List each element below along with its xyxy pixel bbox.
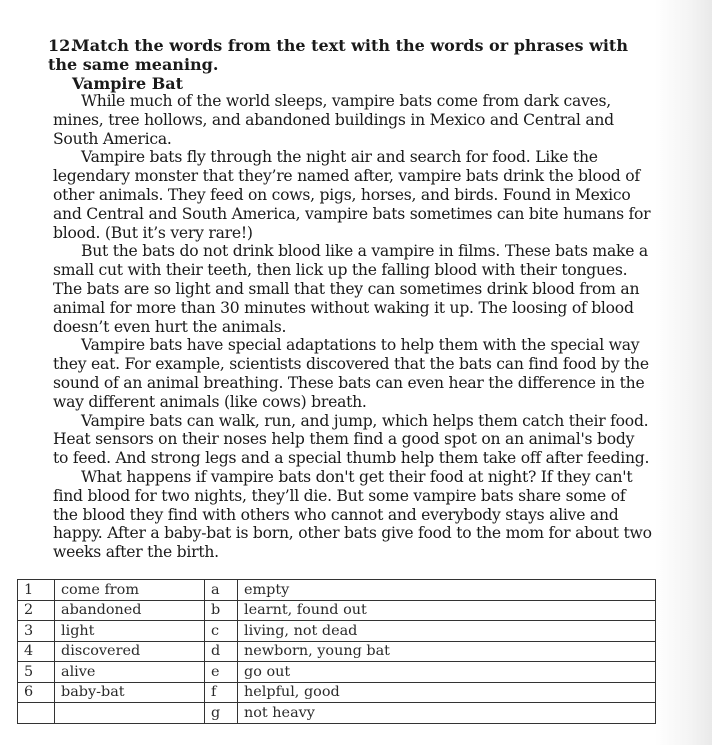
table-row: [18, 641, 656, 662]
word-cell: light: [55, 621, 205, 642]
letter-cell: b: [205, 600, 238, 621]
word-cell: alive: [55, 662, 205, 683]
table-row: [18, 703, 656, 724]
table-row: [18, 600, 656, 621]
table-row: [18, 682, 656, 703]
meaning-cell: newborn, young bat: [238, 641, 656, 662]
row-number: 4: [18, 641, 55, 662]
meaning-cell: living, not dead: [238, 621, 656, 642]
word-cell: come from: [55, 580, 205, 601]
meaning-cell: learnt, found out: [238, 600, 656, 621]
row-number: 2: [18, 600, 55, 621]
paragraph: But the bats do not drink blood like a vampire in films. These bats make a small cut with their teeth, then lick up the falling blood with their tongues. The bats are so light and small that they can sometimes drink blood from an animal for more than 30 minutes without waking it up. The loosing of blood doesn’t even hurt the animals.: [53, 242, 648, 336]
table-row: [18, 580, 656, 601]
row-number: 1: [18, 580, 55, 601]
story-text: [53, 92, 653, 562]
exercise-instruction: Match the words from the text with the words or phrases with the same meaning.: [48, 36, 628, 74]
paragraph: Vampire bats can walk, run, and jump, which helps them catch their food. Heat sensors on their noses help them find a good spot on an animal's body to feed. And strong legs and a special thumb help them take off after feeding.: [53, 411, 650, 468]
letter-cell: f: [205, 682, 238, 703]
row-number: 6: [18, 682, 55, 703]
meaning-cell: helpful, good: [238, 682, 656, 703]
paragraph: Vampire bats fly through the night air and search for food. Like the legendary monster that they’re named after, vampire bats drink the blood of other animals. They feed on cows, pigs, horses, and birds. Found in Mexico and Central and South America, vampire bats sometimes can bite humans for blood. (But it’s very rare!): [53, 148, 651, 242]
letter-cell: e: [205, 662, 238, 683]
paragraph: What happens if vampire bats don't get their food at night? If they can't find blood for two nights, they’ll die. But some vampire bats share some of the blood they find with others who cannot and everybody stays alive and happy. After a baby-bat is born, other bats give food to the mom for about two weeks after the birth.: [53, 467, 652, 562]
matching-table: [17, 579, 656, 724]
word-cell: abandoned: [55, 600, 205, 621]
story-title: Vampire Bat: [72, 74, 183, 93]
exercise-number: 12.: [48, 36, 76, 55]
table-row: [18, 621, 656, 642]
row-number: 5: [18, 662, 55, 683]
table-row: [18, 662, 656, 683]
word-cell: [55, 703, 205, 724]
row-number: [18, 703, 55, 724]
meaning-cell: not heavy: [238, 703, 656, 724]
letter-cell: d: [205, 641, 238, 662]
meaning-cell: empty: [238, 580, 656, 601]
row-number: 3: [18, 621, 55, 642]
letter-cell: a: [205, 580, 238, 601]
meaning-cell: go out: [238, 662, 656, 683]
letter-cell: c: [205, 621, 238, 642]
exercise-header: [48, 36, 648, 93]
word-cell: discovered: [55, 641, 205, 662]
word-cell: baby-bat: [55, 682, 205, 703]
paragraph: While much of the world sleeps, vampire bats come from dark caves, mines, tree hollows, and abandoned buildings in Mexico and Central and South America.: [53, 92, 614, 148]
letter-cell: g: [205, 703, 238, 724]
paragraph: Vampire bats have special adaptations to help them with the special way they eat. For example, scientists discovered that the bats can find food by the sound of an animal breathing. These bats can even hear the difference in the way different animals (like cows) breath.: [53, 336, 649, 411]
